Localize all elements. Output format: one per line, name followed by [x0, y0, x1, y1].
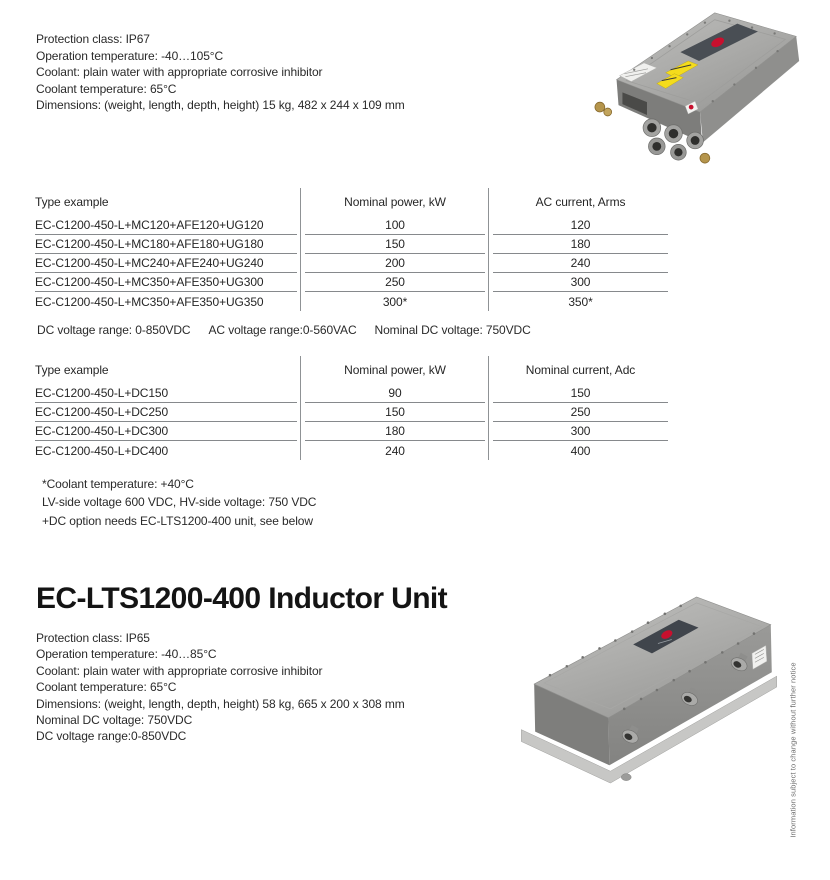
inverter-spec-block [36, 31, 405, 114]
footnote-line: *Coolant temperature: +40°C [42, 477, 194, 491]
voltage-note: DC voltage range: 0-850VDC [37, 323, 191, 337]
table-cell: 350* [568, 294, 593, 309]
table-divider [300, 356, 301, 460]
voltage-note: AC voltage range:0-560VAC [208, 323, 357, 337]
table-row [35, 422, 668, 441]
section-title: EC-LTS1200-400 Inductor Unit [36, 582, 448, 615]
table-cell: 240 [493, 254, 668, 273]
spec-line: Protection class: IP65 [36, 631, 150, 645]
spec-line: Nominal DC voltage: 750VDC [36, 713, 193, 728]
table-row [35, 273, 668, 292]
table-cell: 250 [305, 273, 485, 292]
spec-line: Coolant: plain water with appropriate corrosive inhibitor [36, 663, 323, 678]
table-cell: EC-C1200-450-L+MC180+AFE180+UG180 [35, 235, 297, 254]
dc-ratings-table [35, 356, 668, 460]
table-cell: EC-C1200-450-L+DC400 [35, 443, 169, 458]
footnote-line: +DC option needs EC-LTS1200-400 unit, see below [42, 513, 313, 528]
table-cell: 150 [493, 384, 668, 403]
table-cell: 120 [493, 216, 668, 235]
footnote-line: LV-side voltage 600 VDC, HV-side voltage: 750 VDC [42, 495, 317, 510]
table-cell: EC-C1200-450-L+DC300 [35, 422, 297, 441]
spec-line: Protection class: IP67 [36, 32, 150, 46]
table-divider [300, 188, 301, 311]
table-cell: 250 [493, 403, 668, 422]
table-divider [488, 188, 489, 311]
table-cell: 90 [305, 384, 485, 403]
table-cell: 180 [493, 235, 668, 254]
table-row [35, 441, 668, 460]
table-cell: EC-C1200-450-L+MC120+AFE120+UG120 [35, 216, 297, 235]
table-row [35, 235, 668, 254]
table-cell: 400 [570, 443, 591, 458]
inverter-photo-illustration [585, 4, 815, 166]
inductor-product-photo [520, 592, 780, 790]
table-header-cell: Nominal power, kW [344, 363, 446, 377]
table-cell: 300 [493, 273, 668, 292]
table-header-cell: AC current, Arms [535, 195, 626, 209]
voltage-note: Nominal DC voltage: 750VDC [374, 323, 531, 337]
table-cell: 180 [305, 422, 485, 441]
spec-line: Coolant temperature: 65°C [36, 81, 177, 96]
spec-line: DC voltage range:0-850VDC [36, 729, 187, 744]
table-row [35, 254, 668, 273]
table-row [35, 403, 668, 422]
voltage-notes-row [37, 323, 531, 337]
footnotes-block [42, 475, 316, 530]
table-cell: EC-C1200-450-L+DC150 [35, 384, 297, 403]
ac-ratings-table [35, 188, 668, 311]
table-header-cell: Nominal power, kW [344, 195, 446, 209]
spec-line: Dimensions: (weight, length, depth, height) 15 kg, 482 x 244 x 109 mm [36, 98, 405, 113]
table-header-row [35, 188, 668, 216]
table-cell: 150 [305, 235, 485, 254]
table-cell: EC-C1200-450-L+MC350+AFE350+UG300 [35, 273, 297, 292]
spec-line: Operation temperature: -40…105°C [36, 48, 224, 63]
spec-line: Coolant: plain water with appropriate corrosive inhibitor [36, 65, 323, 80]
table-cell: 300 [493, 422, 668, 441]
table-cell: 300* [382, 294, 408, 309]
table-cell: 100 [305, 216, 485, 235]
table-cell: EC-C1200-450-L+MC350+AFE350+UG350 [35, 294, 264, 309]
table-row [35, 292, 668, 311]
table-header-row [35, 356, 668, 384]
side-note: Information subject to change without further notice [788, 662, 798, 838]
table-row [35, 384, 668, 403]
table-cell: 240 [385, 443, 405, 458]
table-cell: EC-C1200-450-L+MC240+AFE240+UG240 [35, 254, 297, 273]
table-cell: 200 [305, 254, 485, 273]
inverter-product-photo [585, 4, 815, 166]
inductor-photo-illustration [520, 592, 780, 790]
spec-line: Operation temperature: -40…85°C [36, 647, 217, 662]
table-divider [488, 356, 489, 460]
inductor-spec-block [36, 630, 405, 745]
table-cell: 150 [305, 403, 485, 422]
spec-line: Coolant temperature: 65°C [36, 680, 177, 695]
table-header-cell: Nominal current, Adc [525, 363, 636, 377]
spec-line: Dimensions: (weight, length, depth, height) 58 kg, 665 x 200 x 308 mm [36, 696, 405, 711]
table-header-cell: Type example [35, 195, 109, 209]
table-cell: EC-C1200-450-L+DC250 [35, 403, 297, 422]
table-row [35, 216, 668, 235]
table-header-cell: Type example [35, 363, 109, 377]
